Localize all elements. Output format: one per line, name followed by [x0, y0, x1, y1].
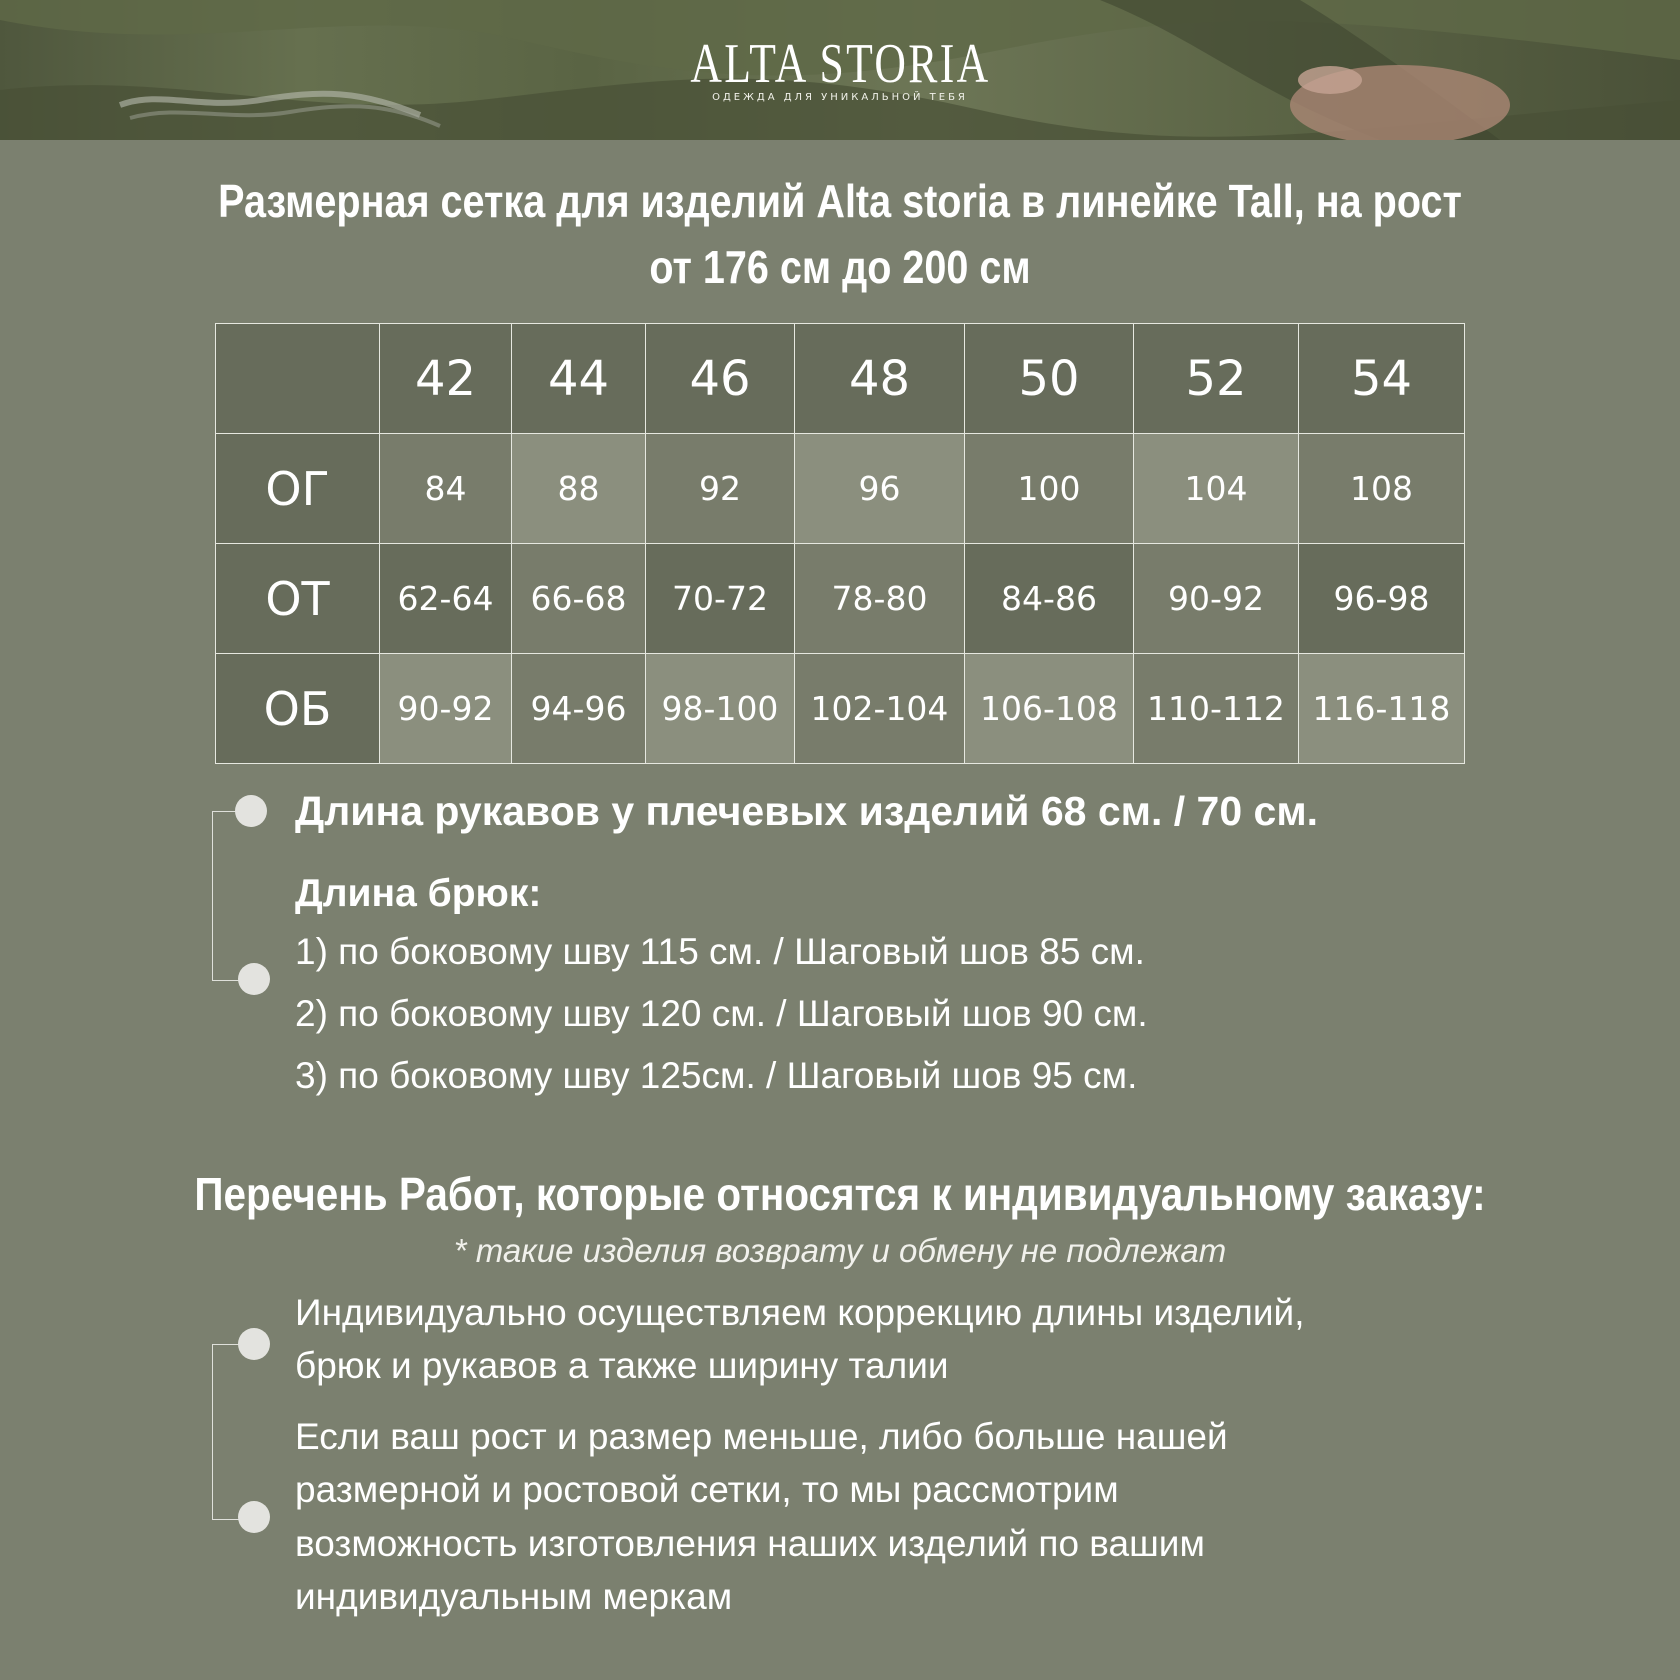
page-title-line-2: от 176 см до 200 см — [649, 241, 1031, 293]
table-cell: 84-86 — [965, 544, 1134, 654]
size-header-row — [216, 324, 1465, 434]
bullet-dot — [238, 1501, 270, 1533]
table-cell: 92 — [646, 434, 795, 544]
custom-order-item-2-line: индивидуальным меркам — [295, 1576, 733, 1617]
size-header-cell: 52 — [1134, 324, 1299, 434]
size-header-cell: 48 — [795, 324, 965, 434]
page-title-line-1: Размерная сетка для изделий Alta storia в линейке Tall, на рост — [218, 175, 1462, 227]
table-cell: 96 — [795, 434, 965, 544]
table-cell: 108 — [1299, 434, 1465, 544]
table-cell: 110-112 — [1134, 654, 1299, 764]
sleeve-length-text: Длина рукавов у плечевых изделий 68 см. / 70 см. — [295, 788, 1319, 834]
table-cell: 102-104 — [795, 654, 965, 764]
custom-order-item-2-line: размерной и ростовой сетки, то мы рассмотрим — [295, 1469, 1119, 1510]
table-cell: 96-98 — [1299, 544, 1465, 654]
size-header-cell: 44 — [512, 324, 646, 434]
table-cell: 98-100 — [646, 654, 795, 764]
custom-order-item-1-line: брюк и рукавов а также ширину талии — [295, 1345, 949, 1386]
table-cell: 90-92 — [1134, 544, 1299, 654]
custom-order-note: * такие изделия возврату и обмену не подлежат — [453, 1232, 1227, 1269]
brand-name: ALTA STORIA — [689, 33, 991, 95]
trousers-length-title: Длина брюк: — [295, 872, 542, 915]
brand-tagline: ОДЕЖДА ДЛЯ УНИКАЛЬНОЙ ТЕБЯ — [712, 92, 968, 103]
table-cell: 90-92 — [380, 654, 512, 764]
header-banner — [0, 0, 1680, 140]
size-header-cell: 46 — [646, 324, 795, 434]
corner-cell — [216, 324, 380, 434]
row-label: ОБ — [216, 654, 380, 764]
bracket-line — [212, 811, 253, 981]
table-cell: 94-96 — [512, 654, 646, 764]
table-cell: 62-64 — [380, 544, 512, 654]
row-label: ОГ — [216, 434, 380, 544]
size-header-cell: 50 — [965, 324, 1134, 434]
trousers-length-item: 1) по боковому шву 115 см. / Шаговый шов 85 см. — [295, 931, 1145, 972]
table-cell: 88 — [512, 434, 646, 544]
size-header-cell: 42 — [380, 324, 512, 434]
table-row-og — [216, 434, 1465, 544]
bullet-dot — [235, 795, 267, 827]
table-cell: 84 — [380, 434, 512, 544]
size-header-cell: 54 — [1299, 324, 1465, 434]
table-cell: 106-108 — [965, 654, 1134, 764]
table-cell: 116-118 — [1299, 654, 1465, 764]
table-cell: 78-80 — [795, 544, 965, 654]
trousers-length-item: 2) по боковому шву 120 см. / Шаговый шов 90 см. — [295, 993, 1148, 1034]
bracket-line — [212, 1344, 253, 1520]
bullet-dot — [238, 1328, 270, 1360]
page-title — [195, 168, 1485, 300]
custom-order-title: Перечень Работ, которые относятся к индивидуальному заказу: — [194, 1168, 1486, 1220]
table-cell: 104 — [1134, 434, 1299, 544]
brand-logo — [0, 34, 1680, 103]
table-cell: 100 — [965, 434, 1134, 544]
table-row-ob — [216, 654, 1465, 764]
row-label: ОТ — [216, 544, 380, 654]
custom-order-item-2-line: Если ваш рост и размер меньше, либо больше нашей — [295, 1416, 1228, 1457]
table-row-ot — [216, 544, 1465, 654]
trousers-length-item: 3) по боковому шву 125см. / Шаговый шов 95 см. — [295, 1055, 1138, 1096]
bullet-dot — [238, 963, 270, 995]
custom-order-item-2-line: возможность изготовления наших изделий по вашим — [295, 1523, 1205, 1564]
table-cell: 66-68 — [512, 544, 646, 654]
table-cell: 70-72 — [646, 544, 795, 654]
size-chart-table — [215, 323, 1465, 764]
custom-order-item-1-line: Индивидуально осуществляем коррекцию длины изделий, — [295, 1292, 1305, 1333]
